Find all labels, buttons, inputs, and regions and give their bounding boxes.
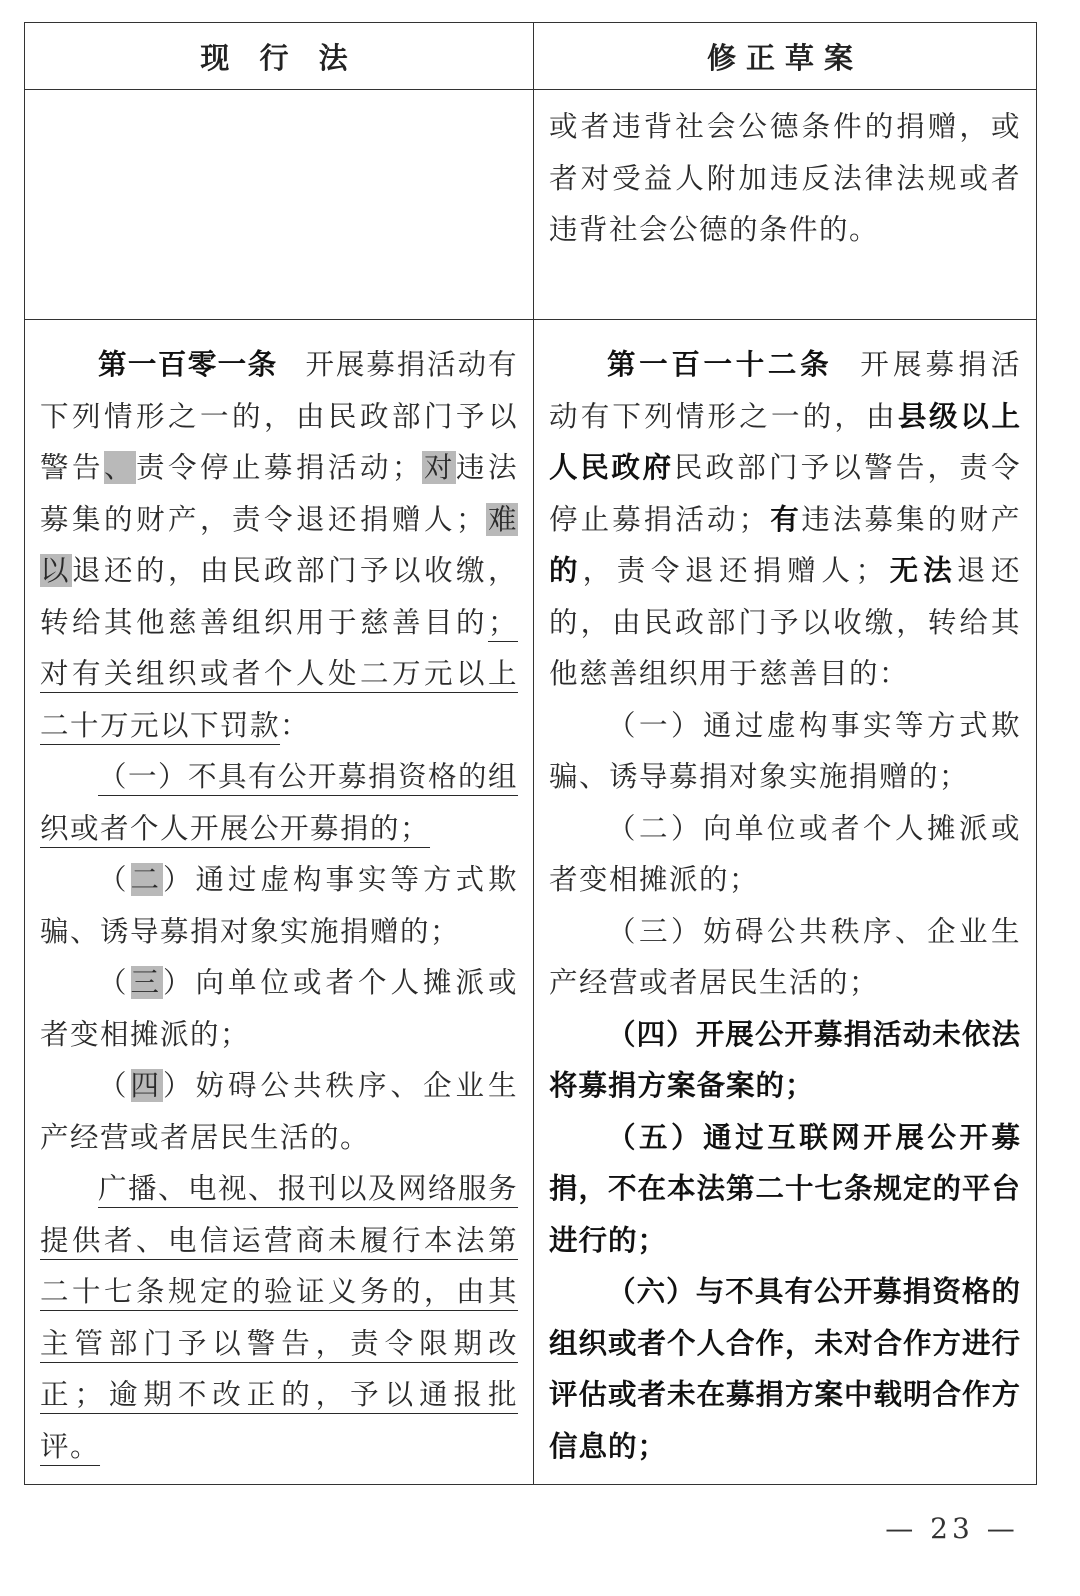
table-row bbox=[25, 320, 1037, 1485]
header-current-law: 现 行 法 bbox=[25, 23, 534, 90]
left-cell-current-law bbox=[25, 320, 534, 1485]
right-item-3: （三）妨碍公共秩序、企业生产经营或者居民生活的； bbox=[549, 914, 1021, 999]
left-deleted-text: ；对有关组织或者个人处二万元以上二十万元以下罚款 bbox=[40, 605, 518, 742]
left-cell-empty bbox=[25, 90, 534, 320]
page-number: — 23 — bbox=[885, 1512, 1019, 1545]
right-item-5: （五）通过互联网开展公开募捐，不在本法第二十七条规定的平台进行的； bbox=[549, 1120, 1022, 1257]
right-cell-continuation bbox=[534, 90, 1037, 320]
comparison-table bbox=[24, 22, 1037, 1485]
left-item-1: （一）不具有公开募捐资格的组织或者个人开展公开募捐的； bbox=[40, 760, 519, 845]
left-item-3: （三）向单位或者个人摊派或者变相摊派的； bbox=[40, 966, 518, 1051]
left-paragraph-2: 广播、电视、报刊以及网络服务提供者、电信运营商未履行本法第二十七条规定的验证义务的，由其主管部门予以警告，责令限期改正；逾期不改正的，予以通报批评。 bbox=[40, 1172, 519, 1463]
right-cell-draft bbox=[534, 320, 1037, 1485]
left-item-4: （四）妨碍公共秩序、企业生产经营或者居民生活的。 bbox=[40, 1069, 518, 1154]
table-row bbox=[25, 90, 1037, 320]
left-article-label: 第一百零一条 bbox=[98, 348, 278, 381]
right-article-paragraph: 第一百一十二条 开展募捐活动有下列情形之一的，由县级以上人民政府民政部门予以警告，责令停止募捐活动；有违法募集的财产的，责令退还捐赠人；无法退还的，由民政部门予以收缴，转给其他慈善组织用于慈善目的： bbox=[549, 348, 1021, 690]
right-item-4: （四）开展公开募捐活动未依法将募捐方案备案的； bbox=[549, 1017, 1021, 1102]
right-item-6: （六）与不具有公开募捐资格的组织或者个人合作，未对合作方进行评估或者未在募捐方案中载明合作方信息的； bbox=[549, 1275, 1022, 1463]
right-item-2: （二）向单位或者个人摊派或者变相摊派的； bbox=[549, 811, 1021, 896]
left-item-2: （二）通过虚构事实等方式欺骗、诱导募捐对象实施捐赠的； bbox=[40, 863, 518, 948]
header-draft: 修正草案 bbox=[534, 23, 1037, 90]
continuation-text: 或者违背社会公德条件的捐赠，或者对受益人附加违反法律法规或者违背社会公德的条件的。 bbox=[549, 110, 1021, 246]
left-article-paragraph: 第一百零一条 开展募捐活动有下列情形之一的，由民政部门予以警告、责令停止募捐活动；对违法募集的财产，责令退还捐赠人；难以退还的，由民政部门予以收缴，转给其他慈善组织用于慈善目的；对有关组织或者个人处二万元以上二十万元以下罚款： bbox=[40, 348, 518, 742]
right-article-label: 第一百一十二条 bbox=[607, 348, 833, 381]
table-header-row bbox=[25, 23, 1037, 90]
right-item-1: （一）通过虚构事实等方式欺骗、诱导募捐对象实施捐赠的； bbox=[549, 708, 1021, 793]
